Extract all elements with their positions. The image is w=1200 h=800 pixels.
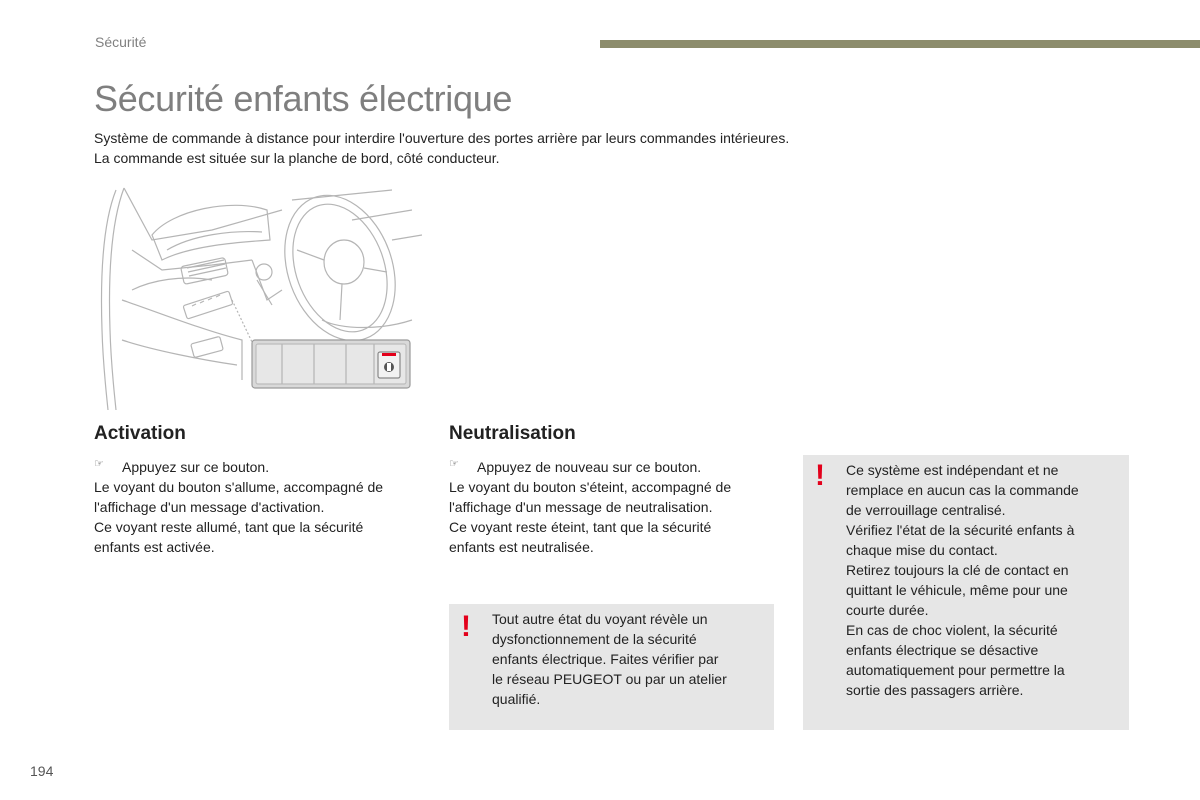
section-label: Sécurité [95,34,147,50]
neutralisation-line: Le voyant du bouton s'éteint, accompagné de [449,479,732,495]
warning-text [846,460,1079,700]
page-title: Sécurité enfants électrique [94,78,513,119]
warning-exclamation-icon: ! [815,459,825,492]
warning-line: automatiquement pour permettre la [846,662,1065,678]
pointing-finger-icon: ☞ [94,458,104,470]
neutralisation-section [449,423,779,557]
dashboard-illustration [92,180,422,412]
intro-line: Système de commande à distance pour interdire l'ouverture des portes arrière par leurs commandes intérieures. [94,130,790,146]
warning-line: Tout autre état du voyant révèle un [492,611,708,627]
intro-text [94,128,789,168]
activation-section [94,423,424,557]
warning-exclamation-icon: ! [461,610,471,643]
warning-line: le réseau PEUGEOT ou par un atelier [492,671,727,687]
neutralisation-line: Ce voyant reste éteint, tant que la sécurité [449,519,712,535]
activation-heading: Activation [94,423,186,444]
warning-line: sortie des passagers arrière. [846,682,1024,698]
warning-line: dysfonctionnement de la sécurité [492,631,697,647]
warning-line: Ce système est indépendant et ne [846,462,1059,478]
pointing-finger-icon: ☞ [449,458,459,470]
warning-line: chaque mise du contact. [846,542,998,558]
warning-line: Retirez toujours la clé de contact en [846,562,1069,578]
warning-line: quittant le véhicule, même pour une [846,582,1068,598]
warning-box-independent-system [803,455,1129,730]
activation-line: Le voyant du bouton s'allume, accompagné de [94,479,384,495]
page-number: 194 [30,763,54,779]
intro-line: La commande est située sur la planche de bord, côté conducteur. [94,150,500,166]
warning-box-malfunction [449,604,774,730]
neutralisation-heading: Neutralisation [449,423,576,444]
activation-line: l'affichage d'un message d'activation. [94,499,325,515]
warning-text [492,609,727,709]
neutralisation-bullet [449,457,779,477]
activation-line: Ce voyant reste allumé, tant que la sécurité [94,519,364,535]
warning-line: de verrouillage centralisé. [846,502,1006,518]
warning-line: enfants électrique. Faites vérifier par [492,651,719,667]
activation-line: enfants est activée. [94,539,215,555]
neutralisation-bullet-text: Appuyez de nouveau sur ce bouton. [477,459,702,475]
warning-line: qualifié. [492,691,541,707]
warning-line: Vérifiez l'état de la sécurité enfants à [846,522,1075,538]
activation-bullet-text: Appuyez sur ce bouton. [122,459,270,475]
header-accent-bar [600,40,1200,48]
warning-line: enfants électrique se désactive [846,642,1039,658]
neutralisation-line: enfants est neutralisée. [449,539,594,555]
neutralisation-line: l'affichage d'un message de neutralisation. [449,499,713,515]
warning-line: En cas de choc violent, la sécurité [846,622,1058,638]
warning-line: courte durée. [846,602,929,618]
activation-bullet [94,457,424,477]
warning-line: remplace en aucun cas la commande [846,482,1079,498]
